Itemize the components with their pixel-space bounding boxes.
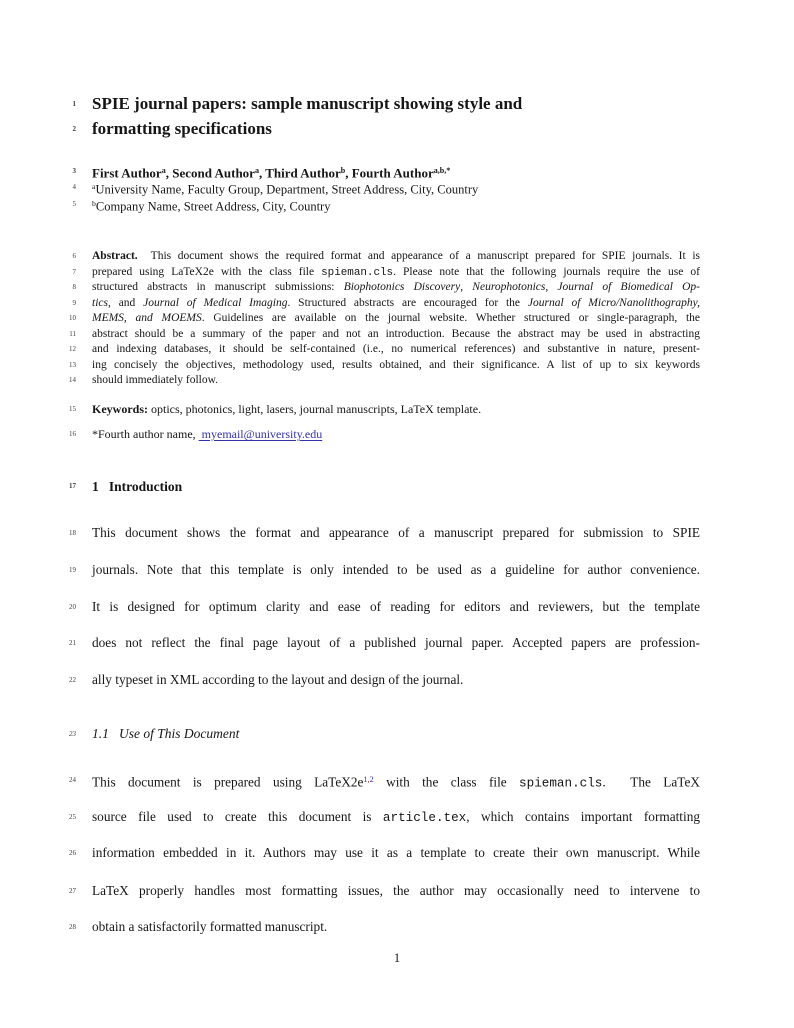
text-segment: First Author (92, 165, 162, 181)
text-segment: Neurophotonics (472, 281, 546, 293)
title-line-2 (0, 116, 794, 142)
title-line-1-content (92, 91, 700, 117)
line-number: 16 (69, 430, 76, 438)
text-segment: SPIE journal papers: sample manuscript showing style and (92, 94, 523, 113)
line-number: 6 (72, 252, 76, 260)
line-number: 3 (72, 167, 76, 175)
abstract-line (0, 373, 794, 389)
text-segment: Keywords: (92, 402, 148, 416)
text-segment: does not reflect the final page layout of a published journal paper. Accepted papers are profession- (92, 635, 700, 650)
text-segment: , (545, 281, 558, 293)
abstract-line (0, 280, 794, 296)
text-segment: and indexing databases, it should be self-contained (i.e., no numerical references) and substantive in nature, present- (92, 343, 700, 355)
text-segment: LaTeX properly handles most formatting issues, the author may occasionally need to intervene to (92, 883, 700, 898)
text-segment: Abstract. (92, 250, 138, 262)
text-segment: It is designed for optimum clarity and ease of reading for editors and reviewers, but the template (92, 599, 700, 614)
text-segment: b (92, 199, 96, 208)
line-number: 4 (72, 183, 76, 191)
body-line (0, 670, 794, 690)
abstract-line-content (92, 358, 700, 374)
line-number: 22 (69, 676, 76, 684)
abstract-line-content (92, 249, 700, 265)
body-line-content (92, 633, 700, 653)
text-segment: information embedded in it. Authors may use it as a template to create their own manuscript. While (92, 845, 700, 860)
body-line-content (92, 807, 700, 828)
text-segment: formatting specifications (92, 119, 272, 138)
affiliation-a (0, 179, 794, 197)
body-line (0, 633, 794, 653)
text-segment: abstract should be a summary of the paper and not an introduction. Because the abstract may be used in abstracting (92, 328, 700, 340)
line-number: 23 (69, 730, 76, 738)
text-segment: Journal of Micro/Nanolithography, (527, 297, 701, 309)
text-segment: This document shows the format and appearance of a manuscript prepared for submission to SPIE (92, 525, 700, 540)
text-segment: obtain a satisfactorily formatted manuscript. (92, 919, 328, 934)
text-segment: Journal of Medical Imaging (143, 297, 288, 309)
email-link[interactable]: myemail@university.edu (198, 427, 323, 441)
text-segment: a (92, 182, 96, 191)
keywords-line (0, 401, 794, 417)
line-number: 20 (69, 603, 76, 611)
text-segment: Company Name, Street Address, City, Country (95, 199, 331, 214)
title-line-2-content (92, 116, 700, 142)
text-segment: ing concisely the objectives, methodology used, results obtained, and their significance. A list of up to six keywords (92, 359, 700, 371)
abstract-line-content (92, 327, 700, 343)
body-line-content (92, 917, 700, 937)
abstract-line (0, 342, 794, 358)
text-segment: a (161, 166, 166, 175)
page-number: 1 (393, 951, 401, 965)
corresponding-author-line-content (92, 426, 700, 442)
body-line (0, 881, 794, 901)
text-segment: This document is prepared using LaTeX2e (92, 774, 364, 790)
text-segment: , which contains important formatting (466, 809, 700, 824)
abstract-line (0, 358, 794, 374)
line-number: 5 (72, 200, 76, 208)
corresponding-author-line (0, 426, 794, 442)
text-segment: University Name, Faculty Group, Department, Street Address, City, Country (95, 182, 479, 197)
line-number: 9 (72, 299, 76, 307)
text-segment: source file used to create this document is (92, 809, 383, 824)
citation-ref: 1 (363, 775, 368, 784)
body-line (0, 917, 794, 937)
line-number: 19 (69, 566, 76, 574)
line-number: 7 (72, 268, 76, 276)
text-segment: , Second Author (165, 165, 255, 181)
abstract-line-content (92, 373, 700, 389)
body-line (0, 843, 794, 863)
line-number: 17 (69, 482, 76, 490)
text-segment: should immediately follow. (92, 374, 219, 386)
abstract-line-content (92, 280, 700, 296)
text-segment: , and (107, 297, 144, 309)
text-segment: tics (92, 297, 108, 309)
body-line (0, 597, 794, 617)
abstract-line-content (92, 311, 700, 327)
text-segment: spieman.cls (321, 267, 394, 279)
line-number: 27 (69, 887, 76, 895)
text-segment: , (367, 775, 370, 784)
line-number: 1 (72, 100, 76, 108)
abstract-line (0, 327, 794, 343)
text-segment: , Fourth Author (345, 165, 434, 181)
line-number: 15 (69, 405, 76, 413)
body-line (0, 770, 794, 794)
text-segment: spieman.cls (519, 775, 603, 791)
text-segment: *Fourth author name, (92, 427, 199, 441)
text-segment: Biophotonics Discovery (343, 281, 461, 293)
body-line-content (92, 560, 700, 580)
body-line-content (92, 597, 700, 617)
line-number: 28 (69, 923, 76, 931)
body-line (0, 560, 794, 580)
text-segment: , (460, 281, 473, 293)
text-segment: b (340, 166, 346, 175)
abstract-line-content (92, 342, 700, 358)
text-segment: , Third Author (258, 165, 341, 181)
text-segment: optics, photonics, light, lasers, journal manuscripts, LaTeX template. (148, 402, 482, 416)
text-segment: . The LaTeX (602, 774, 700, 790)
title-line-1 (0, 91, 794, 117)
section-heading-introduction (0, 477, 794, 496)
line-number: 18 (69, 529, 76, 537)
text-segment: prepared using LaTeX2e with the class file (92, 266, 322, 278)
text-segment: a,b,* (433, 166, 451, 175)
abstract-line (0, 311, 794, 327)
subsection-heading-use-of-this-document (0, 724, 794, 744)
subsection-heading-use-of-this-document-content (92, 724, 700, 744)
text-segment: . Structured abstracts are encouraged for the (287, 297, 528, 309)
text-segment: journals. Note that this template is only intended to be used as a guideline for author convenience. (92, 562, 700, 577)
line-number: 26 (69, 849, 76, 857)
line-number: 24 (69, 776, 76, 784)
body-line (0, 523, 794, 543)
line-number: 21 (69, 639, 76, 647)
body-line-content (92, 770, 700, 794)
abstract-line (0, 249, 794, 265)
body-line-content (92, 670, 700, 690)
text-segment: article.tex (382, 810, 467, 825)
body-line (0, 807, 794, 828)
body-line-content (92, 843, 700, 863)
keywords-line-content (92, 401, 700, 417)
text-segment: . Please note that the following journals require the use of (393, 266, 700, 278)
abstract-line-content (92, 296, 700, 312)
line-number: 8 (72, 283, 76, 291)
line-number: 2 (72, 125, 76, 133)
text-segment: Journal of Biomedical Op- (557, 281, 701, 293)
affiliation-b-content (92, 196, 700, 214)
text-segment: This document shows the required format and appearance of a manuscript prepared for SPIE journals. It is (137, 250, 700, 262)
citation-ref: 2 (369, 775, 374, 784)
line-number: 10 (69, 314, 76, 322)
text-segment: a (254, 166, 259, 175)
abstract-line (0, 296, 794, 312)
affiliation-b (0, 196, 794, 214)
text-segment: . Guidelines are available on the journal website. Whether structured or single-paragraph, the (201, 312, 700, 324)
line-number: 14 (69, 376, 76, 384)
text-segment: 1.1 Use of This Document (92, 726, 240, 741)
text-segment: MEMS, and MOEMS (92, 312, 202, 324)
text-segment: structured abstracts in manuscript submissions: (92, 281, 344, 293)
text-segment: ally typeset in XML according to the layout and design of the journal. (92, 672, 464, 687)
body-line-content (92, 523, 700, 543)
text-segment: 1 Introduction (92, 479, 183, 494)
line-number: 25 (69, 813, 76, 821)
line-number: 13 (69, 361, 76, 369)
text-segment: with the class file (373, 774, 520, 790)
line-number: 11 (69, 330, 76, 338)
section-heading-introduction-content (92, 477, 700, 496)
body-line-content (92, 881, 700, 901)
line-number: 12 (69, 345, 76, 353)
affiliation-a-content (92, 179, 700, 197)
